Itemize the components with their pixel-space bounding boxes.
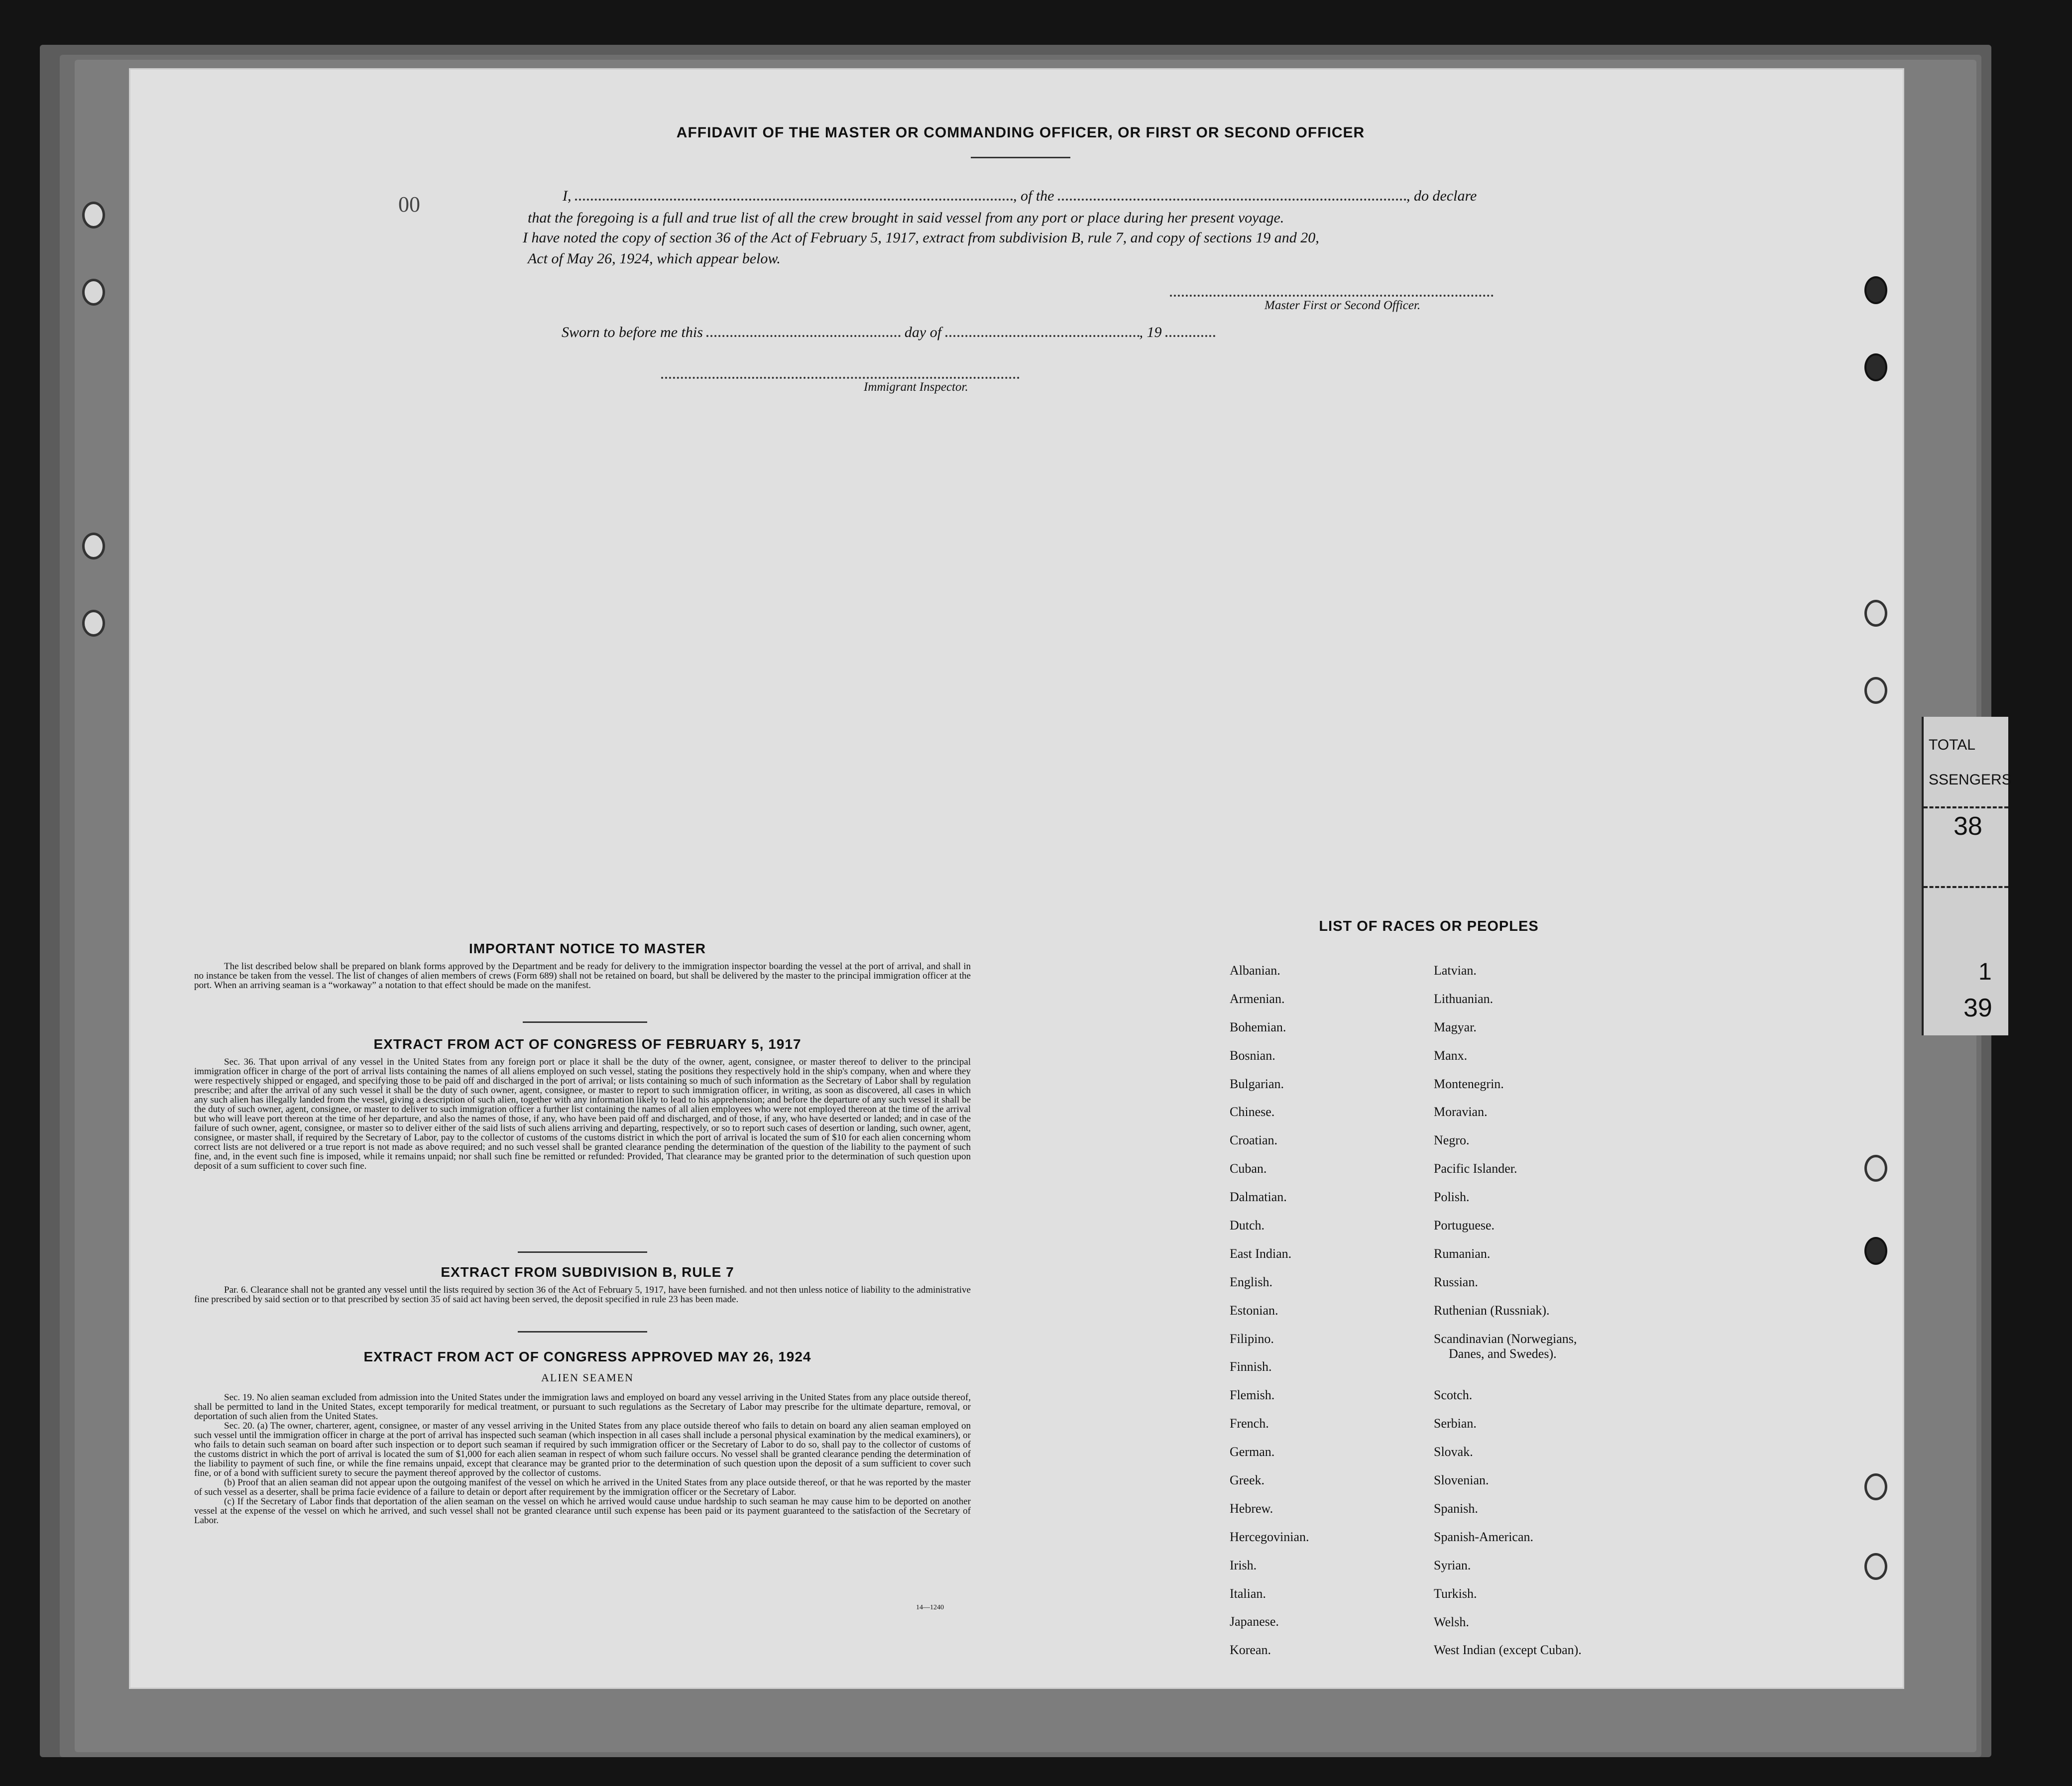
races-title: LIST OF RACES OR PEOPLES <box>1319 918 1539 934</box>
race-item: Hercegovinian. <box>1230 1529 1309 1544</box>
race-item: West Indian (except Cuban). <box>1434 1643 1582 1658</box>
punch-hole <box>82 533 105 559</box>
affidavit-of-the: , of the <box>1013 188 1054 204</box>
inspector-label: Immigrant Inspector. <box>864 380 968 394</box>
tab-divider <box>1924 886 2008 888</box>
alien-seamen-subtitle: ALIEN SEAMEN <box>541 1371 634 1384</box>
tab-count: 39 <box>1963 994 1992 1022</box>
race-item: Bulgarian. <box>1230 1076 1284 1091</box>
affidavit-line: that the foregoing is a full and true list of all the crew brought in said vessel from any port or place during her present voyage. <box>528 210 1284 226</box>
race-item: East Indian. <box>1230 1246 1292 1261</box>
race-item: Filipino. <box>1230 1331 1274 1346</box>
sworn-line <box>562 322 1308 343</box>
punch-hole <box>1864 276 1887 304</box>
race-item: Croatian. <box>1230 1133 1278 1148</box>
race-item: Lithuanian. <box>1434 991 1494 1006</box>
punch-hole <box>82 610 105 637</box>
race-item: Korean. <box>1230 1643 1271 1658</box>
race-item: Italian. <box>1230 1586 1266 1601</box>
punch-hole <box>1864 1237 1887 1265</box>
races-column-1 <box>1230 963 1309 1671</box>
race-item: Hebrew. <box>1230 1501 1273 1516</box>
year-prefix: , 19 <box>1139 324 1162 340</box>
section-rule <box>518 1251 647 1253</box>
race-item-multiline <box>1434 1332 1582 1388</box>
tab-total-label: TOTAL <box>1929 737 1975 753</box>
sec-19-text: Sec. 19. No alien seaman excluded from admission into the United States under the immigration laws and employed on board any vessel arriving in the United States from any place outside thereof, shall be permitted to land in the United States, except temporarily for medical treatment, or pursuant to such regulations as the Secretary of Labor may prescribe for the ultimate departure, removal, or deportation of such alien from the United States. <box>194 1392 971 1422</box>
inspector-signature-line[interactable] <box>661 377 1020 379</box>
notice-text: The list described below shall be prepared on blank forms approved by the Department and be ready for delivery to the immigration inspector boarding the vessel at the port of arrival, and shall in no instance be taken from the vessel. The list of changes of alien members of crews (Form 689) shall not be retained on board, but shall be delivered by the master to the principal immigration officer at the port. When an arriving seaman is a “workaway” a notation to that effect should be made on the manifest. <box>194 961 971 991</box>
affidavit-i: I, <box>563 188 572 204</box>
sec-20b-text: (b) Proof that an alien seaman did not appear upon the outgoing manifest of the vessel on which he arrived in the United States from any place outside thereof, or that he was reported by the master of such vessel as a deserter, shall be prima facie evidence of a failure to detain or deport after requirement by the immigration officer or the Secretary of Labor. <box>194 1477 971 1497</box>
signature-line[interactable] <box>1170 295 1494 297</box>
race-item: Chinese. <box>1230 1105 1275 1119</box>
race-item: Scotch. <box>1434 1388 1473 1403</box>
race-item-continuation: Danes, and Swedes). <box>1449 1346 1557 1361</box>
punch-hole <box>1864 1155 1887 1182</box>
section-rule <box>518 1331 647 1333</box>
affidavit-line: I have noted the copy of section 36 of the Act of February 5, 1917, extract from subdivision B, rule 7, and copy of sections 19 and 20, <box>523 229 1319 246</box>
punch-hole <box>82 279 105 306</box>
race-item: Bohemian. <box>1230 1019 1286 1034</box>
title-rule <box>971 157 1070 158</box>
punch-hole <box>1864 1473 1887 1500</box>
subdivision-b-text: Par. 6. Clearance shall not be granted any vessel until the lists required by section 36 of the Act of February 5, 1917, have been furnished. and not then unless notice of liability to the administrative fine prescribed by said section or to that prescribed by section 35 of said act having been served, the deposit specified in rule 23 has been made. <box>194 1285 971 1305</box>
punch-hole <box>1864 600 1887 627</box>
race-item: Latvian. <box>1434 963 1477 978</box>
day-blank[interactable] <box>706 335 901 337</box>
tab-count: 1 <box>1978 959 1992 985</box>
race-item: Montenegrin. <box>1434 1076 1504 1091</box>
races-column-2 <box>1434 963 1582 1671</box>
race-item: Welsh. <box>1434 1614 1469 1629</box>
punch-hole <box>1864 1553 1887 1580</box>
race-item: Turkish. <box>1434 1586 1477 1601</box>
extract-1917-title: EXTRACT FROM ACT OF CONGRESS OF FEBRUARY 5, 1917 <box>373 1036 802 1052</box>
race-item: Manx. <box>1434 1048 1468 1063</box>
race-item: Scandinavian (Norwegians, <box>1434 1331 1577 1346</box>
race-item: Armenian. <box>1230 991 1285 1006</box>
passenger-total-tab <box>1922 717 2012 1035</box>
margin-code: 00 <box>398 192 420 217</box>
tab-passengers-label: SSENGERS <box>1929 772 2012 788</box>
form-number: 14—1240 <box>916 1604 944 1611</box>
race-item: Bosnian. <box>1230 1048 1275 1063</box>
affidavit-title: AFFIDAVIT OF THE MASTER OR COMMANDING OFFICER, OR FIRST OR SECOND OFFICER <box>676 124 1365 141</box>
sec-20c-text: (c) If the Secretary of Labor finds that deportation of the alien seaman on the vessel on which he arrived would cause undue hardship to such seaman he may cause him to be deported on another vessel at the expense of the vessel on which he arrived, and such vessel shall not be granted clearance until such expense has been paid or its payment guaranteed to the satisfaction of the Secretary of Labor. <box>194 1496 971 1526</box>
race-item: Negro. <box>1434 1133 1470 1148</box>
notice-title: IMPORTANT NOTICE TO MASTER <box>468 941 706 956</box>
race-item: Finnish. <box>1230 1359 1272 1374</box>
extract-1917-text: Sec. 36. That upon arrival of any vessel in the United States from any foreign port or place it shall be the duty of the owner, agent, consignee, or master thereof to deliver to the principal immigration officer in charge of the port of arrival lists containing the names of all aliens employed on such vessel, stating the positions they respectively hold in the ship's company, when and where they were respectively shipped or engaged, and specifying those to be paid off and discharged in the port of arrival; or lists containing so much of such information as the Secretary of Labor shall by regulation prescribe; and after the arrival of any such vessel it shall be the duty of such owner, agent, consignee, or master to report to such immigration officer, in writing, as soon as discovered, all cases in which any such alien has illegally landed from the vessel, giving a description of such alien, together with any information likely to lead to his apprehension; and before the departure of any such vessel it shall be the duty of such owner, agent, consignee, or master to deliver to such immigration officer a further list containing the names of all alien employees who were not employed thereon at the time of the arrival but who will leave port thereon at the time of her departure, and also the names of those, if any, who have been paid off and discharged, and of those, if any, who have deserted or landed; and in case of the failure of such owner, agent, consignee, or master so to deliver either of the said lists of such aliens arriving and departing, respectively, or so to report such cases of desertion or landing, such owner, agent, consignee, or master shall, if required by the Secretary of Labor, pay to the collector of customs of the customs district in which the port of arrival is located the sum of $10 for each alien concerning whom correct lists are not delivered or a true report is not made as above required; and no such vessel shall be granted clearance pending the determination of the question of the liability to the payment of such fine, and, in the event such fine is imposed, while it remains unpaid; nor shall such fine be remitted or refunded: Provided, That clearance may be granted prior to the determination of such question upon deposit of a sum sufficient to cover such fine. <box>194 1057 971 1171</box>
race-item: Estonian. <box>1230 1303 1278 1318</box>
punch-hole <box>1864 677 1887 704</box>
race-item: Spanish. <box>1434 1501 1478 1516</box>
tab-count: 38 <box>1954 812 1982 841</box>
name-blank[interactable] <box>575 199 1013 201</box>
sec-20a-text: Sec. 20. (a) The owner, charterer, agent, consignee, or master of any vessel arriving in the United States from any place outside thereof who fails to detain on board any alien seaman employed on such vessel until the immigration officer in charge at the port of arrival has inspected such seaman (which inspection in all cases shall include a personal physical examination by the medical examiners), or who fails to detain such seaman on board after such inspection or to deport such seaman if required by such immigration officer or the Secretary of Labor to do so, shall pay to the collector of customs of the customs district in which the port of arrival is located the sum of $1,000 for each alien seaman in respect of whom such failure occurs. No vessel shall be granted clearance pending the determination of the liability to payment of such fine, or while the fine remains unpaid, except that clearance may be granted prior to the determination of such question upon the deposit of a sum sufficient to cover such fine, or of a bond with sufficient surety to secure the payment thereof approved by the collector of customs. <box>194 1421 971 1478</box>
race-item: Russian. <box>1434 1274 1478 1289</box>
tab-divider <box>1924 806 2008 808</box>
race-item: Flemish. <box>1230 1388 1275 1403</box>
extract-1924-sections <box>194 1393 971 1525</box>
race-item: Cuban. <box>1230 1161 1267 1176</box>
day-of-text: day of <box>904 324 942 340</box>
race-item: Slovak. <box>1434 1445 1473 1459</box>
race-item: Magyar. <box>1434 1019 1477 1034</box>
race-item: Syrian. <box>1434 1558 1471 1572</box>
punch-hole <box>82 202 105 228</box>
race-item: Serbian. <box>1434 1416 1477 1431</box>
subdivision-b-title: EXTRACT FROM SUBDIVISION B, RULE 7 <box>441 1264 734 1280</box>
race-item: Dalmatian. <box>1230 1190 1287 1205</box>
race-item: Albanian. <box>1230 963 1280 978</box>
affidavit-line: Act of May 26, 1924, which appear below. <box>528 250 781 267</box>
race-item: Dutch. <box>1230 1218 1265 1233</box>
race-item: Ruthenian (Russniak). <box>1434 1303 1550 1318</box>
race-item: English. <box>1230 1274 1272 1289</box>
race-item: Slovenian. <box>1434 1473 1489 1488</box>
race-item: Spanish-American. <box>1434 1529 1534 1544</box>
race-item: Polish. <box>1434 1190 1470 1205</box>
sworn-text: Sworn to before me this <box>562 324 703 340</box>
race-item: Japanese. <box>1230 1614 1279 1629</box>
race-item: German. <box>1230 1445 1275 1459</box>
punch-hole <box>1864 353 1887 381</box>
vessel-blank[interactable] <box>1058 199 1406 201</box>
race-item: Moravian. <box>1434 1105 1488 1119</box>
signature-label: Master First or Second Officer. <box>1265 299 1421 312</box>
affidavit-do-declare: , do declare <box>1406 188 1477 204</box>
year-blank[interactable] <box>1165 335 1215 337</box>
race-item: French. <box>1230 1416 1269 1431</box>
race-item: Pacific Islander. <box>1434 1161 1517 1176</box>
month-blank[interactable] <box>945 335 1140 337</box>
race-item: Irish. <box>1230 1558 1257 1572</box>
extract-1924-title: EXTRACT FROM ACT OF CONGRESS APPROVED MAY 26, 1924 <box>363 1349 811 1364</box>
section-rule <box>523 1021 647 1023</box>
race-item: Greek. <box>1230 1473 1265 1488</box>
race-item: Rumanian. <box>1434 1246 1491 1261</box>
affidavit-declaration-line <box>563 185 1518 207</box>
race-item: Portuguese. <box>1434 1218 1495 1233</box>
